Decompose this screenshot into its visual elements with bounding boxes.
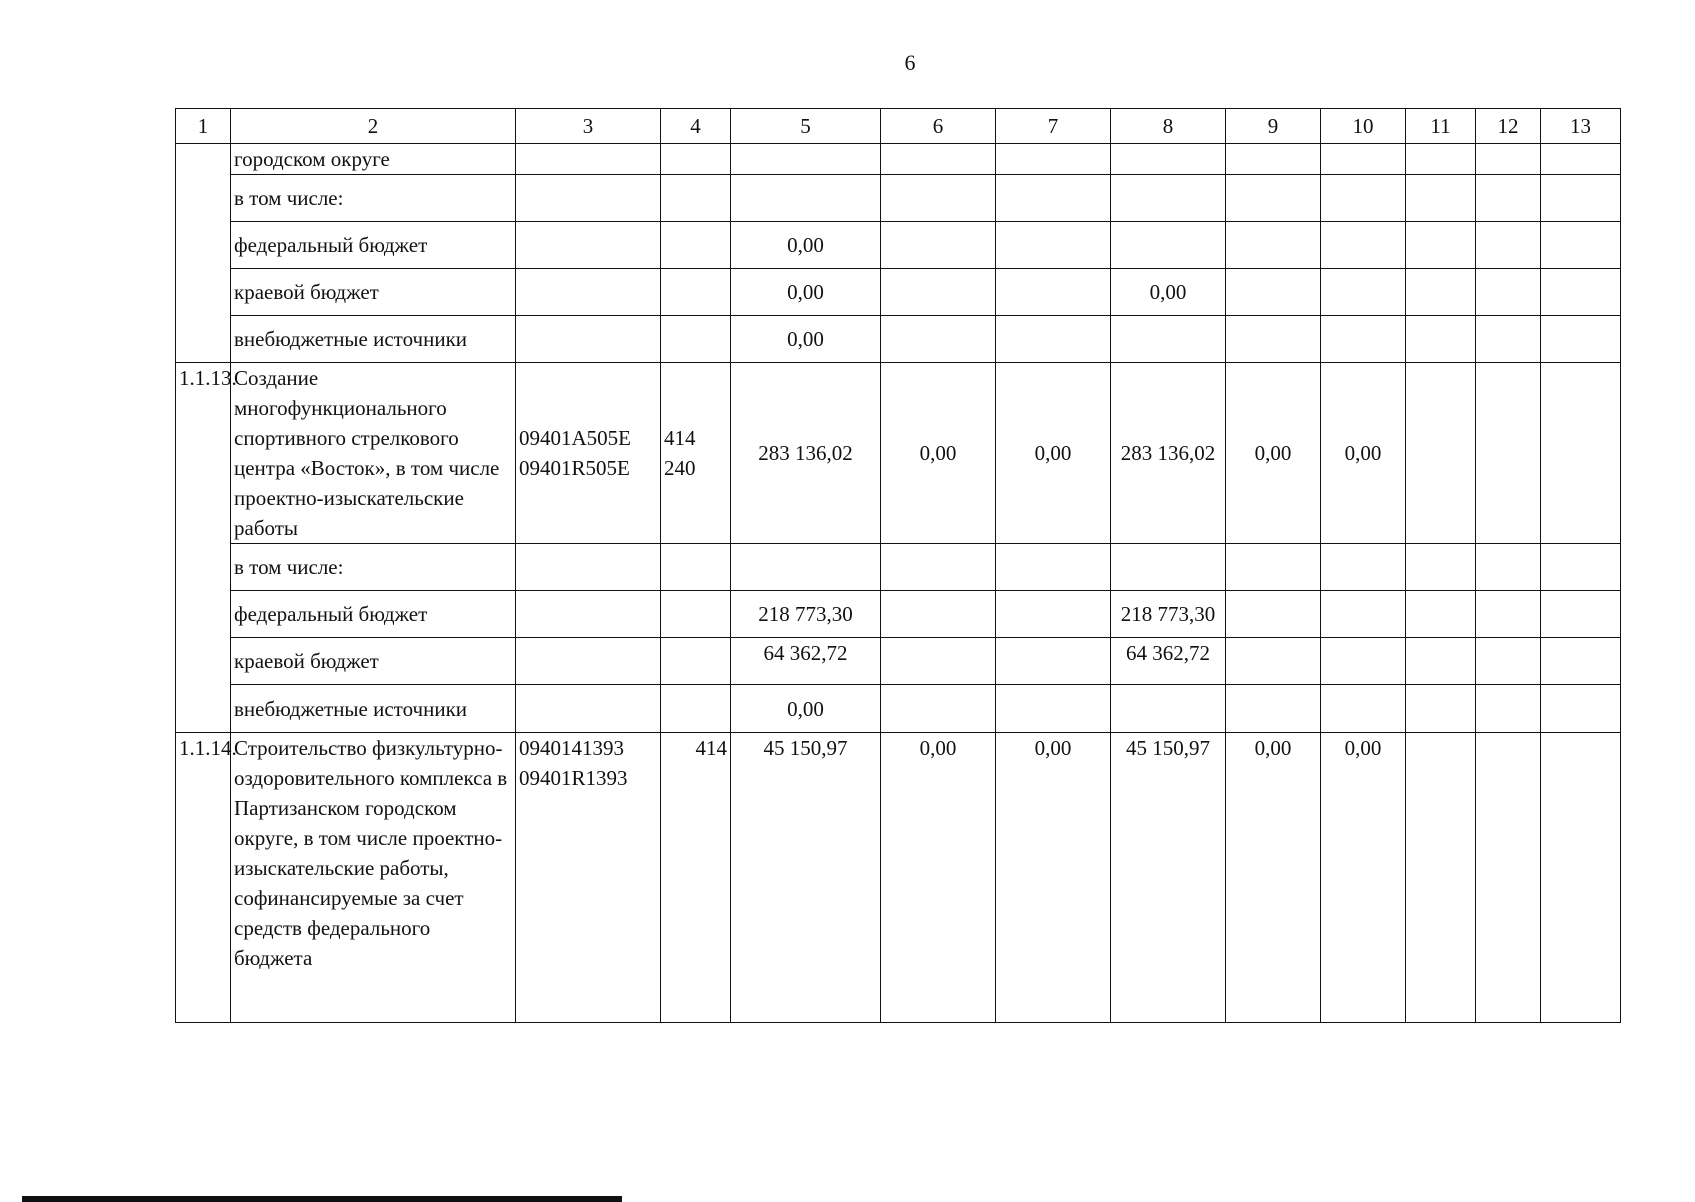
cell-col6: 0,00 (881, 363, 996, 544)
row-number-cell: 1.1.13. (176, 363, 231, 733)
column-header: 12 (1476, 109, 1541, 144)
cell-col8: 218 773,30 (1111, 591, 1226, 638)
table-row (176, 316, 1621, 363)
column-header: 4 (661, 109, 731, 144)
table-row (176, 638, 1621, 685)
row-description: внебюджетные источники (231, 685, 516, 733)
budget-table (175, 108, 1621, 1023)
cell-col5: 0,00 (731, 316, 881, 363)
table-row (176, 733, 1621, 1023)
table-row (176, 269, 1621, 316)
column-header: 1 (176, 109, 231, 144)
column-header: 11 (1406, 109, 1476, 144)
cell-col6: 0,00 (881, 733, 996, 1023)
table-row (176, 363, 1621, 544)
cell-col4 (661, 363, 731, 544)
page-number: 6 (904, 50, 916, 75)
column-header: 5 (731, 109, 881, 144)
row-description: в том числе: (231, 544, 516, 591)
row-description: Строительство физкультурно-оздоровительного комплекса в Партизанском городском округе, в том числе проектно-изыскательские работы, софинансируемые за счет средств федерального бюджета (231, 733, 516, 1023)
row-description: Создание многофункционального спортивного стрелкового центра «Восток», в том числе проектно-изыскательские работы (231, 363, 516, 544)
cell-col8: 45 150,97 (1111, 733, 1226, 1023)
cell-col3 (516, 363, 661, 544)
column-header: 2 (231, 109, 516, 144)
cell-col5: 218 773,30 (731, 591, 881, 638)
row-description: городском округе (231, 144, 516, 175)
cell-col9: 0,00 (1226, 733, 1321, 1023)
bottom-rule (22, 1196, 622, 1202)
table-row (176, 591, 1621, 638)
cell-col5: 0,00 (731, 685, 881, 733)
row-number-cell: 1.1.14. (176, 733, 231, 1023)
table-row (176, 175, 1621, 222)
cell-col5: 0,00 (731, 222, 881, 269)
cell-col10: 0,00 (1321, 363, 1406, 544)
cell-col5: 45 150,97 (731, 733, 881, 1023)
cell-col10: 0,00 (1321, 733, 1406, 1023)
column-header: 9 (1226, 109, 1321, 144)
column-header: 8 (1111, 109, 1226, 144)
kbk-code: 09401A505E (519, 426, 631, 450)
column-header: 7 (996, 109, 1111, 144)
row-description: федеральный бюджет (231, 591, 516, 638)
kvr-code: 414 (664, 426, 696, 450)
row-description: в том числе: (231, 175, 516, 222)
table-row (176, 222, 1621, 269)
column-header: 10 (1321, 109, 1406, 144)
row-description: краевой бюджет (231, 638, 516, 685)
row-description: внебюджетные источники (231, 316, 516, 363)
cell-col5: 283 136,02 (731, 363, 881, 544)
row-description: краевой бюджет (231, 269, 516, 316)
header-row (176, 109, 1621, 144)
cell-col5: 64 362,72 (731, 638, 881, 685)
table-row (176, 685, 1621, 733)
row-number-cell (176, 144, 231, 363)
cell-col8: 283 136,02 (1111, 363, 1226, 544)
kbk-code: 09401R505E (519, 456, 630, 480)
column-header: 3 (516, 109, 661, 144)
cell-col3 (516, 733, 661, 1023)
table-row (176, 144, 1621, 175)
cell-col5: 0,00 (731, 269, 881, 316)
cell-col8: 64 362,72 (1111, 638, 1226, 685)
column-header: 6 (881, 109, 996, 144)
kbk-code: 0940141393 (519, 736, 624, 760)
cell-col4: 414 (661, 733, 731, 1023)
cell-col9: 0,00 (1226, 363, 1321, 544)
kvr-code: 240 (664, 456, 696, 480)
row-description: федеральный бюджет (231, 222, 516, 269)
kbk-code: 09401R1393 (519, 766, 628, 790)
table-row (176, 544, 1621, 591)
column-header: 13 (1541, 109, 1621, 144)
cell-col8: 0,00 (1111, 269, 1226, 316)
cell-col7: 0,00 (996, 733, 1111, 1023)
cell-col7: 0,00 (996, 363, 1111, 544)
